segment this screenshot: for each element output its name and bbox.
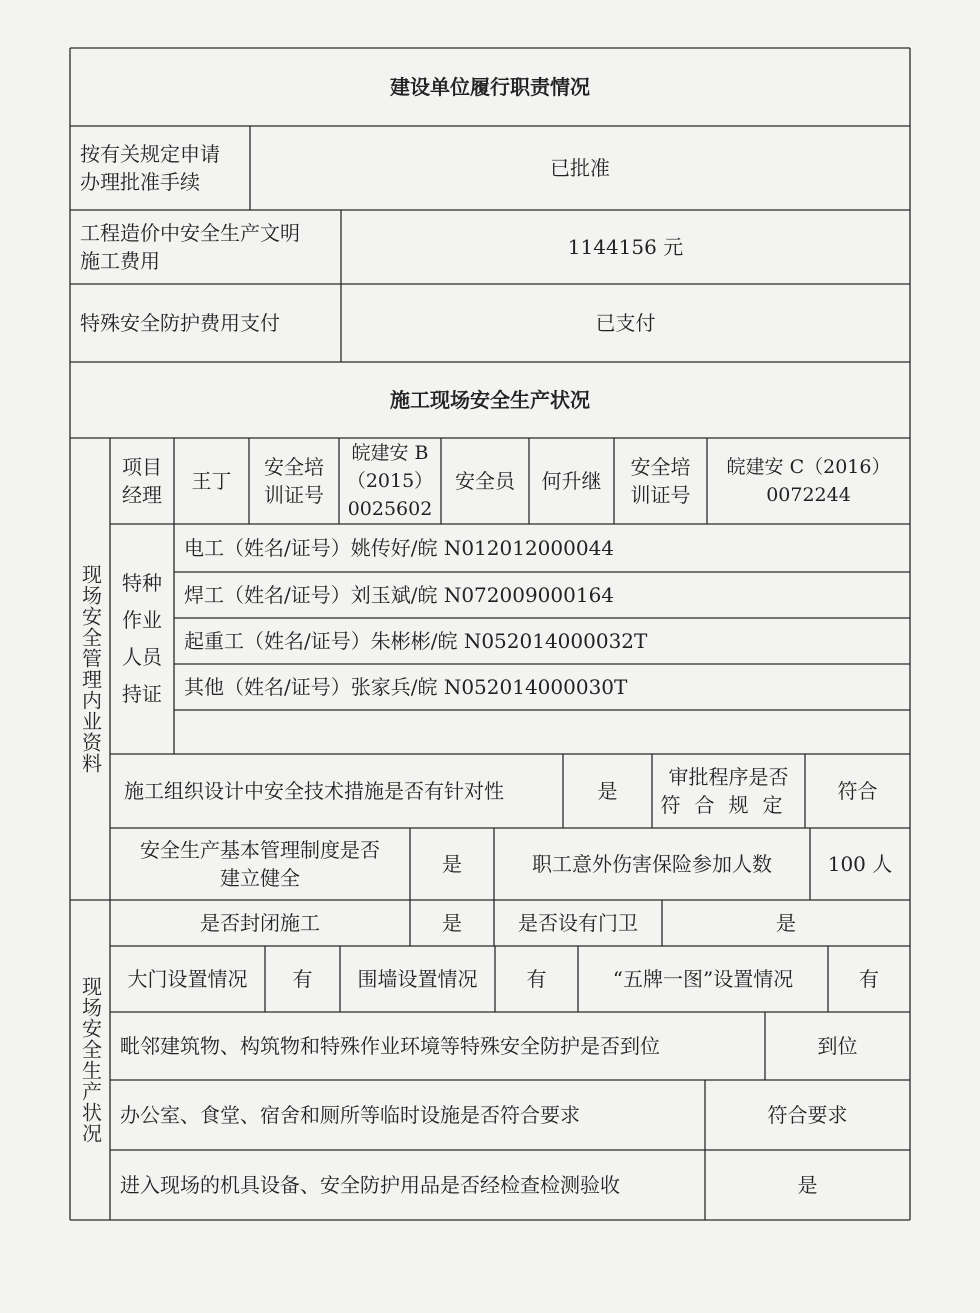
cost-label-line1: 工程造价中安全生产文明 xyxy=(80,221,300,245)
special-worker-row: 焊工（姓名/证号）刘玉斌/皖 N072009000164 xyxy=(184,583,615,607)
pm-name: 王丁 xyxy=(191,469,232,493)
wall-value: 有 xyxy=(526,967,547,991)
gate-value: 有 xyxy=(292,967,313,991)
so-cert-label-line1: 安全培 xyxy=(630,455,691,479)
guard-value: 是 xyxy=(776,911,796,935)
safety-officer-name: 何升继 xyxy=(541,469,602,493)
tech-measures-label: 施工组织设计中安全技术措施是否有针对性 xyxy=(124,779,504,803)
approval-process-line1: 审批程序是否 xyxy=(668,765,789,789)
safety-officer-label: 安全员 xyxy=(455,469,515,493)
pm-label-line1: 项目 xyxy=(122,455,162,479)
guard-label: 是否设有门卫 xyxy=(518,911,638,935)
pm-label xyxy=(110,438,174,524)
pm-cert-label-line1: 安全培 xyxy=(264,455,324,479)
pm-cert-line1: 皖建安 B xyxy=(351,442,429,464)
group2-label: 现场安全生产状况 xyxy=(78,976,103,1144)
approval-process-line2: 符合规定 xyxy=(660,793,797,817)
safety-officer-cert-label xyxy=(614,438,707,524)
tech-measures-value: 是 xyxy=(597,779,618,803)
pm-cert-line2: （2015） xyxy=(346,470,434,492)
mgmt-system-label xyxy=(110,828,410,900)
pm-cert xyxy=(339,438,441,524)
approval-process-value: 符合 xyxy=(837,779,878,803)
approval-label-line1: 按有关规定申请 xyxy=(80,142,220,166)
special-worker-row xyxy=(174,710,910,754)
closed-label: 是否封闭施工 xyxy=(200,911,320,935)
boards-value: 有 xyxy=(859,967,879,991)
closed-value: 是 xyxy=(442,911,462,935)
equipment-value: 是 xyxy=(797,1173,818,1197)
cost-label-line2: 施工费用 xyxy=(80,249,160,273)
safety-officer-cert xyxy=(707,438,910,524)
cost-label xyxy=(70,210,341,284)
special-worker-row: 起重工（姓名/证号）朱彬彬/皖 N052014000032T xyxy=(184,629,648,653)
wall-label: 围墙设置情况 xyxy=(357,967,478,991)
group1-label: 现场安全管理内业资料 xyxy=(78,564,103,774)
mgmt-system-line2: 建立健全 xyxy=(220,866,300,890)
insurance-label: 职工意外伤害保险参加人数 xyxy=(532,852,772,876)
special-fee-label: 特殊安全防护费用支付 xyxy=(80,311,280,335)
special-worker-row: 电工（姓名/证号）姚传好/皖 N012012000044 xyxy=(184,536,615,560)
section1-title: 建设单位履行职责情况 xyxy=(390,75,590,99)
insurance-value: 100 人 xyxy=(827,852,893,876)
pm-label-line2: 经理 xyxy=(122,483,162,507)
adjacent-label: 毗邻建筑物、构筑物和特殊作业环境等特殊安全防护是否到位 xyxy=(120,1034,660,1058)
boards-label: “五牌一图”设置情况 xyxy=(612,967,794,991)
approval-value: 已批准 xyxy=(550,156,610,180)
equipment-label: 进入现场的机具设备、安全防护用品是否经检查检测验收 xyxy=(120,1173,620,1197)
adjacent-value: 到位 xyxy=(817,1034,858,1058)
so-cert-line2: 0072244 xyxy=(766,484,851,506)
section2-title: 施工现场安全生产状况 xyxy=(390,388,590,412)
special-fee-value: 已支付 xyxy=(595,311,656,335)
pm-cert-label xyxy=(249,438,339,524)
approval-process-label xyxy=(652,754,805,828)
gate-label: 大门设置情况 xyxy=(127,967,248,991)
special-worker-row: 其他（姓名/证号）张家兵/皖 N052014000030T xyxy=(184,675,628,699)
so-cert-label-line2: 训证号 xyxy=(630,483,691,507)
mgmt-system-value: 是 xyxy=(442,852,462,876)
so-cert-line1: 皖建安 C（2016） xyxy=(726,456,891,478)
special-workers-label: 特种作业人员持证 xyxy=(122,571,162,706)
pm-cert-line3: 0025602 xyxy=(347,498,433,520)
cost-value: 1144156 元 xyxy=(567,235,684,259)
approval-label-line2: 办理批准手续 xyxy=(80,170,200,194)
mgmt-system-line1: 安全生产基本管理制度是否 xyxy=(140,838,380,862)
pm-cert-label-line2: 训证号 xyxy=(264,483,324,507)
approval-label xyxy=(70,126,250,210)
temp-facilities-label: 办公室、食堂、宿舍和厕所等临时设施是否符合要求 xyxy=(120,1103,580,1127)
temp-facilities-value: 符合要求 xyxy=(767,1103,848,1127)
